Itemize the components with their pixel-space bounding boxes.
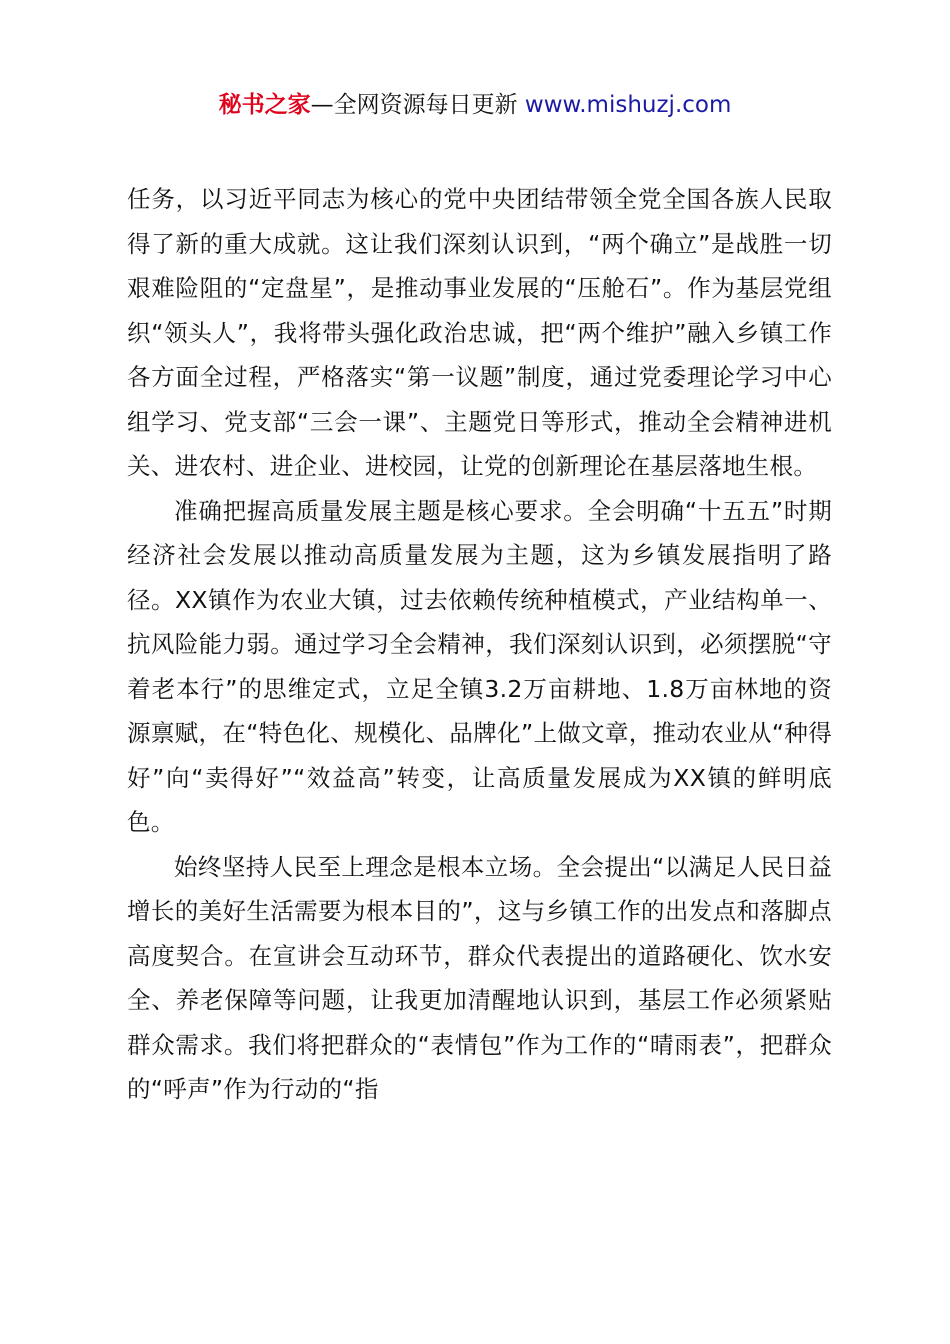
paragraph-continued: 任务，以习近平同志为核心的党中央团结带领全党全国各族人民取得了新的重大成就。这让我们深刻认识到，“两个确立”是战胜一切艰难险阻的“定盘星”，是推动事业发展的“压舱石”。作为基层党组织“领头人”，我将带头强化政治忠诚，把“两个维护”融入乡镇工作各方面全过程，严格落实“第一议题”制度，通过党委理论学习中心组学习、党支部“三会一课”、主题党日等形式，推动全会精神进机关、进农村、进企业、进校园，让党的创新理论在基层落地生根。 bbox=[127, 185, 832, 480]
paragraph-people-first: 始终坚持人民至上理念是根本立场。全会提出“以满足人民日益增长的美好生活需要为根本目的”，这与乡镇工作的出发点和落脚点高度契合。在宣讲会互动环节，群众代表提出的道路硬化、饮水安全、养老保障等问题，让我更加清醒地认识到，基层工作必须紧贴群众需求。我们将把群众的“表情包”作为工作的“晴雨表”，把群众的“呼声”作为行动的“指 bbox=[127, 852, 832, 1103]
brand-name: 秘书之家 bbox=[218, 92, 311, 118]
header-tagline: —全网资源每日更新 bbox=[310, 92, 525, 118]
page-header bbox=[0, 88, 950, 122]
site-url[interactable]: www.mishuzj.com bbox=[524, 92, 732, 118]
paragraph-high-quality-development: 准确把握高质量发展主题是核心要求。全会明确“十五五”时期经济社会发展以推动高质量发展为主题，这为乡镇发展指明了路径。XX镇作为农业大镇，过去依赖传统种植模式，产业结构单一、抗风险能力弱。通过学习全会精神，我们深刻认识到，必须摆脱“守着老本行”的思维定式，立足全镇3.2万亩耕地、1.8万亩林地的资源禀赋，在“特色化、规模化、品牌化”上做文章，推动农业从“种得好”向“卖得好”“效益高”转变，让高质量发展成为XX镇的鲜明底色。 bbox=[127, 496, 832, 836]
document-body bbox=[127, 177, 832, 1112]
